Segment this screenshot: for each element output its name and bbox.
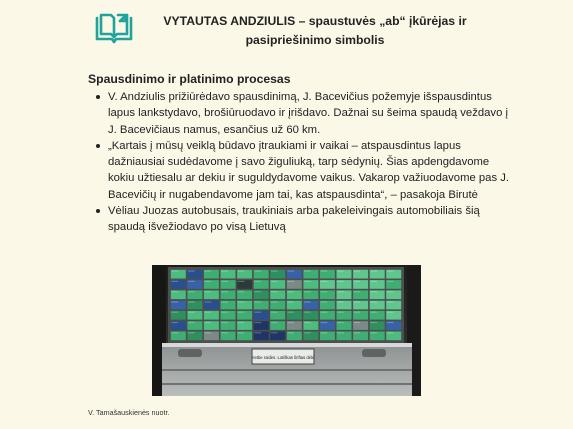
type-case-photo	[152, 265, 421, 396]
section-heading: Spausdinimo ir platinimo procesas	[88, 72, 291, 86]
bullet-list	[88, 89, 518, 236]
title-line-2: pasipriešinimo simbolis	[245, 33, 385, 47]
page-title	[150, 12, 480, 50]
bullet-item: Vėliau Juozas autobusais, traukiniais arba pakeleivingais automobiliais šią spaudą išvežiodavo po visą Lietuvą	[108, 203, 518, 236]
drawer-label: Ketbe raidės. Lotiškas šriftas dėlė	[251, 355, 315, 360]
title-line-1: VYTAUTAS ANDZIULIS – spaustuvės „ab“ įkūrėjas ir	[163, 14, 467, 28]
bullet-item: „Kartais į mūsų veiklą būdavo įtraukiami ir vaikai – atspausdintus lapus dažniausiai sudėdavome į savo žiguliuką, tarp sėdynių. Šias apdengdavome kokiu užtiesalu ar dekiu ir suguldydavome vaikus. Vakarop važiuodavome pas J. Bacevičių ir nugabendavome jam tai, kas atspausdinta“, – pasakoja Birutė	[108, 138, 518, 203]
bullet-item: V. Andziulis prižiūrėdavo spausdinimą, J. Bacevičius požemyje išspausdintus lapus lankstydavo, brošiūruodavo ir įrišdavo. Dažnai su šeima spaudą veždavo į J. Bacevičiaus namus, esančius už 60 km.	[108, 89, 518, 138]
open-book-icon	[94, 12, 134, 44]
photo-credit: V. Tamašauskienės nuotr.	[88, 408, 170, 417]
